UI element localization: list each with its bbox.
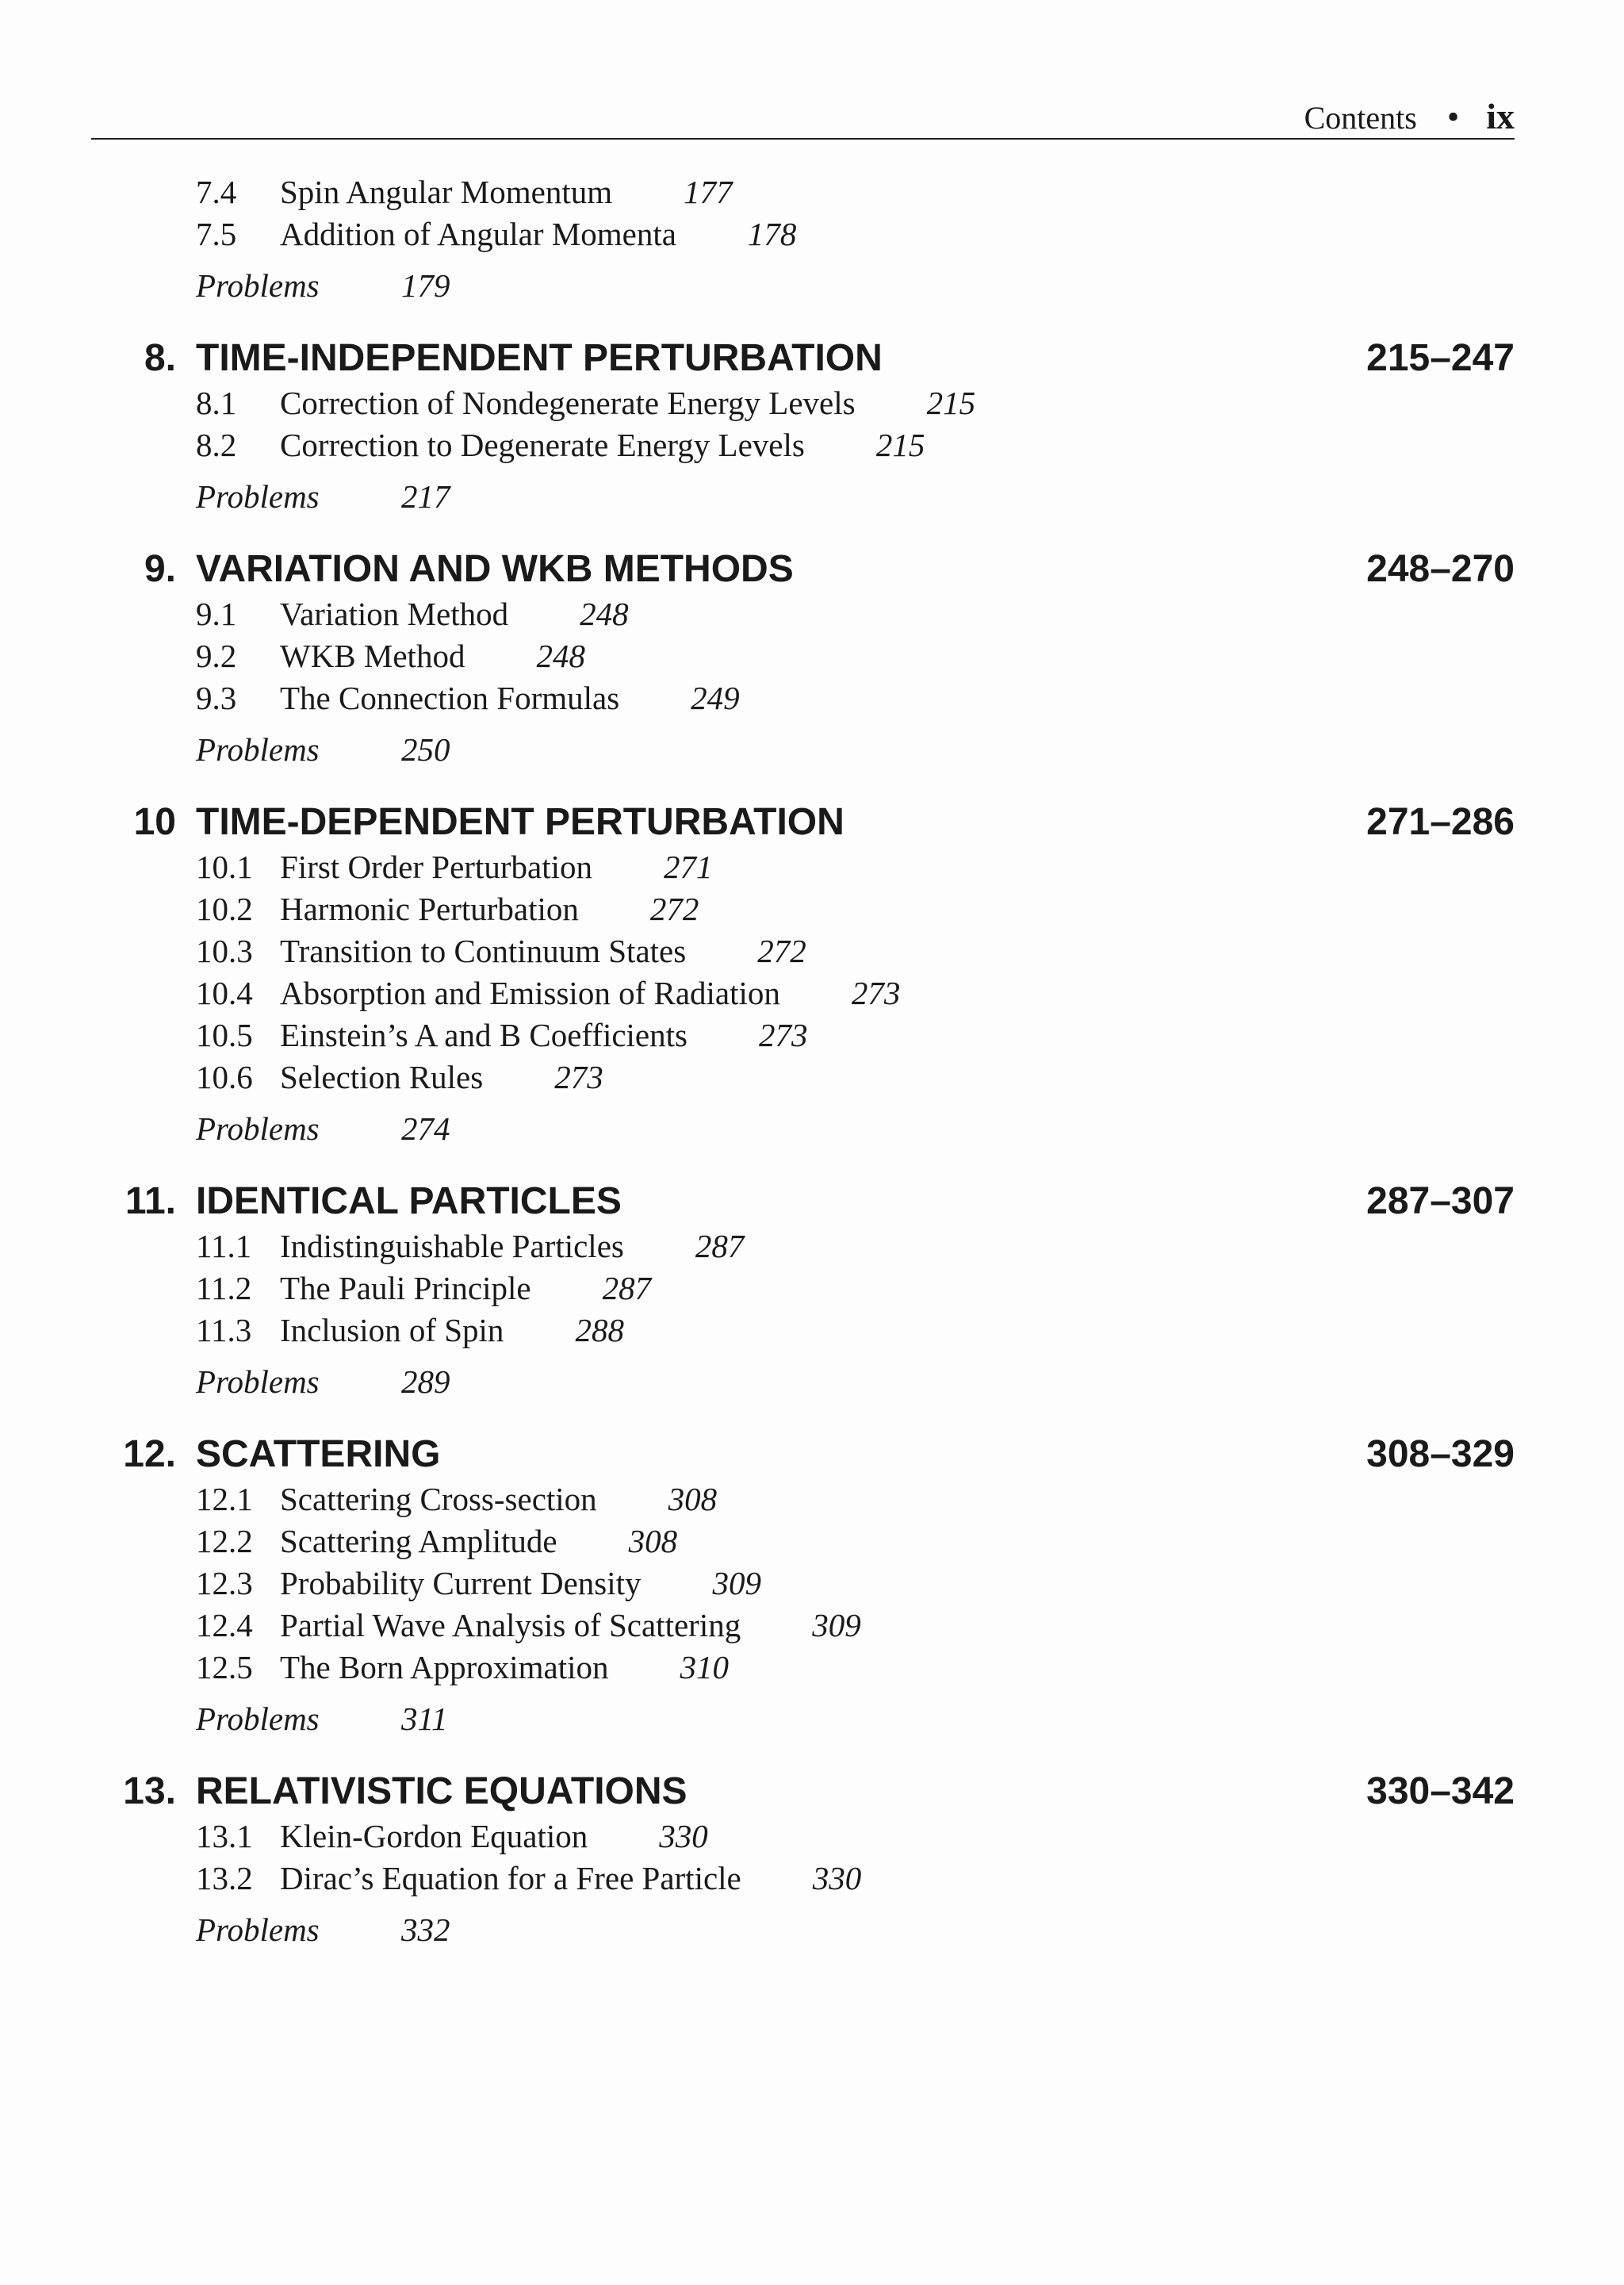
chapter-list	[0, 325, 1624, 1949]
section-number: 9.1	[196, 596, 237, 632]
section-title: Spin Angular Momentum	[280, 174, 613, 210]
section-page: 288	[575, 1312, 624, 1348]
section-number: 10.1	[196, 849, 253, 885]
toc-entry[interactable]	[0, 1859, 1624, 1901]
problems-page: 332	[401, 1911, 450, 1948]
chapter-number: 9.	[144, 548, 176, 590]
section-page: 330	[659, 1818, 708, 1854]
section-number: 11.2	[196, 1270, 252, 1306]
toc-entry[interactable]	[0, 890, 1624, 932]
toc-entry[interactable]	[0, 637, 1624, 679]
toc-entry[interactable]	[0, 1648, 1624, 1690]
toc-entry[interactable]	[0, 1817, 1624, 1859]
section-number: 10.5	[196, 1017, 253, 1053]
section-page: 308	[668, 1481, 718, 1517]
section-page: 248	[536, 638, 585, 674]
section-number: 7.5	[196, 216, 237, 252]
section-number: 8.2	[196, 427, 237, 463]
chapter-heading[interactable]	[0, 1758, 1624, 1817]
section-number: 9.3	[196, 680, 237, 716]
section-number: 13.2	[196, 1860, 253, 1896]
running-head-bullet: •	[1446, 98, 1460, 136]
section-title: WKB Method	[280, 638, 465, 674]
problems-label: Problems	[196, 1110, 320, 1147]
section-title: Harmonic Perturbation	[280, 891, 579, 927]
section-number: 10.2	[196, 891, 253, 927]
problems-entry[interactable]	[0, 1901, 1624, 1949]
section-title: Inclusion of Spin	[280, 1312, 504, 1348]
chapter-title: VARIATION AND WKB METHODS	[196, 548, 794, 590]
problems-page: 311	[401, 1700, 448, 1737]
section-number: 12.3	[196, 1565, 253, 1601]
chapter-title: IDENTICAL PARTICLES	[196, 1180, 622, 1222]
section-number: 12.4	[196, 1607, 253, 1643]
section-page: 177	[684, 174, 733, 210]
chapter-heading[interactable]	[0, 1421, 1624, 1480]
section-title: Correction of Nondegenerate Energy Levels	[280, 385, 856, 421]
section-title: Absorption and Emission of Radiation	[280, 975, 780, 1011]
toc-entry[interactable]	[0, 426, 1624, 468]
section-number: 10.6	[196, 1059, 253, 1095]
section-title: Indistinguishable Particles	[280, 1228, 624, 1264]
toc-entry[interactable]	[0, 384, 1624, 426]
toc-entry[interactable]	[0, 1522, 1624, 1564]
chapter-heading[interactable]	[0, 325, 1624, 384]
section-number: 12.5	[196, 1649, 253, 1685]
toc-entry[interactable]	[0, 215, 1624, 257]
toc-entry[interactable]	[0, 1311, 1624, 1353]
chapter-page-range: 287–307	[1366, 1180, 1515, 1222]
toc-entry[interactable]	[0, 1016, 1624, 1058]
toc-entry[interactable]	[0, 1227, 1624, 1269]
section-page: 249	[691, 680, 740, 716]
running-head-content	[1304, 95, 1515, 137]
section-page: 215	[875, 427, 925, 463]
section-page: 273	[758, 1017, 808, 1053]
chapter-page-range: 308–329	[1366, 1433, 1515, 1475]
problems-entry[interactable]	[0, 721, 1624, 769]
problems-label: Problems	[196, 1700, 320, 1737]
toc-entry[interactable]	[0, 1269, 1624, 1311]
section-title: Probability Current Density	[280, 1565, 642, 1601]
section-number: 11.3	[196, 1312, 252, 1348]
section-number: 12.1	[196, 1481, 253, 1517]
running-head	[91, 89, 1515, 140]
section-title: Klein-Gordon Equation	[280, 1818, 588, 1854]
chapter-title: SCATTERING	[196, 1433, 441, 1475]
section-title: Scattering Amplitude	[280, 1523, 557, 1559]
toc-entry[interactable]	[0, 848, 1624, 890]
chapter-number: 8.	[144, 337, 176, 379]
section-page: 273	[851, 975, 901, 1011]
toc-entry[interactable]	[0, 595, 1624, 637]
section-page: 215	[926, 385, 976, 421]
toc-entry[interactable]	[0, 679, 1624, 721]
section-title: The Pauli Principle	[280, 1270, 531, 1306]
running-head-label: Contents	[1304, 100, 1417, 136]
toc-entry[interactable]	[0, 974, 1624, 1016]
section-page: 272	[649, 891, 699, 927]
toc-entry[interactable]	[0, 1480, 1624, 1522]
section-title: Selection Rules	[280, 1059, 484, 1095]
chapter-number: 10	[133, 801, 176, 843]
section-number: 8.1	[196, 385, 237, 421]
chapter-heading[interactable]	[0, 1168, 1624, 1227]
section-number: 13.1	[196, 1818, 253, 1854]
problems-page: 289	[401, 1363, 450, 1400]
problems-page: 250	[401, 731, 450, 768]
section-page: 309	[712, 1565, 762, 1601]
section-page: 309	[812, 1607, 861, 1643]
problems-entry[interactable]	[0, 1690, 1624, 1738]
section-title: Scattering Cross-section	[280, 1481, 597, 1517]
chapter-heading[interactable]	[0, 536, 1624, 595]
toc-entry[interactable]	[0, 173, 1624, 215]
section-page: 308	[628, 1523, 678, 1559]
section-page: 272	[757, 933, 806, 969]
problems-label: Problems	[196, 1363, 320, 1400]
toc-entry[interactable]	[0, 1606, 1624, 1648]
section-page: 287	[695, 1228, 745, 1264]
chapter-number: 13.	[123, 1770, 176, 1812]
problems-label: Problems	[196, 478, 320, 515]
section-title: First Order Perturbation	[280, 849, 592, 885]
chapter-page-range: 215–247	[1366, 337, 1515, 379]
section-number: 7.4	[196, 174, 237, 210]
problems-entry[interactable]	[0, 257, 1624, 305]
problems-page: 217	[401, 478, 450, 515]
chapter-page-range: 271–286	[1366, 801, 1515, 843]
section-title: Transition to Continuum States	[280, 933, 687, 969]
chapter-heading[interactable]	[0, 789, 1624, 848]
chapter-title: TIME-DEPENDENT PERTURBATION	[196, 801, 845, 843]
problems-page: 274	[401, 1110, 450, 1147]
section-page: 271	[663, 849, 713, 885]
section-number: 10.3	[196, 933, 253, 969]
chapter-page-range: 248–270	[1366, 548, 1515, 590]
chapter-title: RELATIVISTIC EQUATIONS	[196, 1770, 688, 1812]
problems-entry[interactable]	[0, 468, 1624, 516]
section-number: 12.2	[196, 1523, 253, 1559]
section-number: 9.2	[196, 638, 237, 674]
section-number: 10.4	[196, 975, 253, 1011]
page-number: ix	[1486, 96, 1515, 136]
chapter-page-range: 330–342	[1366, 1770, 1515, 1812]
section-page: 310	[680, 1649, 730, 1685]
section-title: Variation Method	[280, 596, 509, 632]
section-page: 178	[747, 216, 797, 252]
chapter-number: 12.	[123, 1433, 176, 1475]
problems-page: 179	[401, 267, 450, 304]
section-title: Addition of Angular Momenta	[280, 216, 676, 252]
table-of-contents	[0, 173, 1624, 1949]
section-title: The Born Approximation	[280, 1649, 609, 1685]
toc-entry[interactable]	[0, 1564, 1624, 1606]
chapter-title: TIME-INDEPENDENT PERTURBATION	[196, 337, 883, 379]
problems-entry[interactable]	[0, 1100, 1624, 1148]
section-title: Partial Wave Analysis of Scattering	[280, 1607, 741, 1643]
problems-entry[interactable]	[0, 1353, 1624, 1401]
section-page: 248	[580, 596, 629, 632]
problems-label: Problems	[196, 731, 320, 768]
section-title: Correction to Degenerate Energy Levels	[280, 427, 805, 463]
section-title: Einstein’s A and B Coefficients	[280, 1017, 688, 1053]
section-page: 287	[602, 1270, 652, 1306]
problems-label: Problems	[196, 267, 320, 304]
section-title: Dirac’s Equation for a Free Particle	[280, 1860, 741, 1896]
problems-label: Problems	[196, 1911, 320, 1948]
toc-entry[interactable]	[0, 1058, 1624, 1100]
chapter-number: 11.	[124, 1180, 176, 1222]
toc-entry[interactable]	[0, 932, 1624, 974]
section-page: 273	[554, 1059, 603, 1095]
section-title: The Connection Formulas	[280, 680, 620, 716]
section-page: 330	[812, 1860, 862, 1896]
section-number: 11.1	[196, 1228, 252, 1264]
